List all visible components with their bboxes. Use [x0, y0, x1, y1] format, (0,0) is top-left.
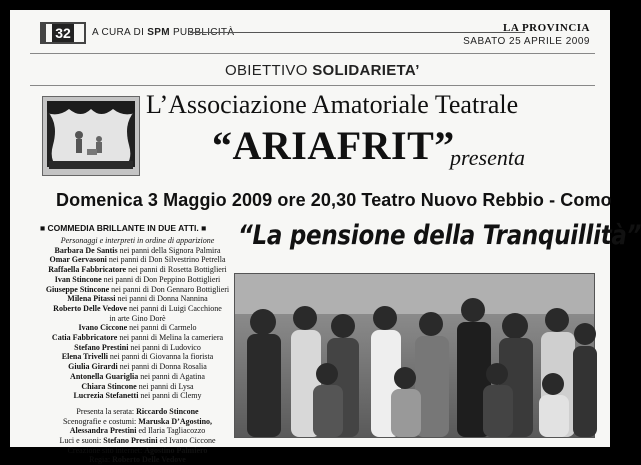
- role-text: nei panni di Melina la cameriera: [117, 333, 224, 343]
- cast-entry: [40, 362, 235, 372]
- staff-name: Stefano Prestini: [103, 436, 158, 446]
- cast-entry: [40, 255, 235, 265]
- role-text: nei panni di Carmelo: [127, 323, 197, 333]
- section-prefix: OBIETTIVO: [225, 62, 308, 79]
- staff-name: Roberto Delle Vedove: [112, 455, 186, 465]
- cast-group-photo: [235, 274, 594, 437]
- actor-name: Elena Trivelli: [61, 352, 108, 362]
- role-text: nei panni di Agatina: [138, 371, 205, 381]
- actor-name: Giuseppe Stincone: [45, 284, 110, 294]
- section-label: [225, 62, 420, 79]
- cast-intro: Personaggi e interpreti in ordine di apparizione: [60, 236, 215, 245]
- staff-entry: [40, 436, 235, 446]
- role-text: nei panni di Donna Nannina: [115, 294, 208, 304]
- staff-label: Luci e suoni:: [59, 436, 104, 446]
- staff-entry: [40, 455, 235, 465]
- cast-entry: [40, 275, 235, 285]
- section-bold: SOLIDARIETA’: [312, 62, 420, 79]
- cast-entry: [40, 265, 235, 275]
- staff-name: Maruska D’Agostino,: [138, 416, 213, 426]
- sponsor-suffix: PUBBLICITÀ: [172, 27, 235, 38]
- staff-extra: ed Ilaria Tagliacozzo: [136, 426, 206, 436]
- role-text: nei panni della Signora Palmira: [117, 245, 221, 255]
- role-text: nei panni di Don Peppino Bottiglieri: [101, 274, 221, 284]
- sponsor-brand: SPM: [147, 27, 170, 38]
- actor-name: Ivano Ciccone: [78, 323, 128, 333]
- cast-list: [40, 246, 235, 401]
- header-divider: [190, 32, 525, 33]
- actor-name: Antonella Guariglia: [70, 371, 139, 381]
- staff-name: Agostino Palmiero: [144, 445, 208, 455]
- role-text: nei panni di Lysa: [136, 381, 194, 391]
- cast-entry: [40, 343, 235, 353]
- role-text: nei panni di Donna Rosalia: [117, 362, 207, 372]
- role-text: nei panni di Ludovico: [128, 342, 201, 352]
- actor-name: Stefano Prestini: [74, 342, 129, 352]
- role-text: nei panni di Clemy: [138, 391, 202, 401]
- staff-entry: [40, 407, 235, 417]
- newspaper-name: LA PROVINCIA: [503, 22, 590, 34]
- role-text: nei panni di Giovanna la fiorista: [107, 352, 214, 362]
- role-text: nei panni di Don Silvestrino Petrella: [106, 255, 226, 265]
- actor-name: Chiara Stincone: [81, 381, 137, 391]
- staff-name: Alessandra Prestini: [69, 426, 137, 436]
- cast-entry: [40, 382, 235, 392]
- actor-name: Giulia Girardi: [68, 362, 118, 372]
- staff-extra: ed Ivano Ciccone: [157, 436, 216, 446]
- staff-entry: [40, 426, 235, 436]
- theatre-stage-icon: [43, 97, 139, 175]
- page-header: [30, 22, 595, 52]
- actor-name: Raffaella Fabbricatore: [48, 265, 127, 275]
- cast-entry: [40, 304, 235, 314]
- play-title: “La pensione della Tranquillità”: [238, 220, 641, 251]
- cast-entry: [40, 294, 235, 304]
- cast-entry: [40, 285, 235, 295]
- newspaper-page: [10, 10, 641, 465]
- role-text: in arte Gino Dorè: [109, 313, 166, 323]
- genre-label: ■ COMMEDIA BRILLANTE IN DUE ATTI. ■: [40, 223, 207, 233]
- actor-name: Catia Fabbricatore: [51, 333, 118, 343]
- actor-name: Milena Pitassi: [67, 294, 116, 304]
- staff-label: Presenta la serata:: [76, 406, 137, 416]
- role-text: nei panni di Luigi Cacchione: [126, 303, 222, 313]
- theatre-logo-image: [42, 96, 140, 176]
- issue-date: SABATO 25 APRILE 2009: [463, 36, 590, 47]
- company-name: “ARIAFRIT”: [212, 123, 455, 168]
- actor-name: Lucrezia Stefanetti: [73, 391, 139, 401]
- actor-name: Ivan Stincone: [54, 274, 102, 284]
- staff-label: Scenografie e costumi:: [62, 416, 139, 426]
- event-details: Domenica 3 Maggio 2009 ore 20,30 Teatro Nuovo Rebbio - Como: [56, 190, 612, 210]
- presenta-text: presenta: [450, 145, 525, 170]
- page-number: 32: [52, 24, 74, 42]
- cast-entry: [40, 323, 235, 333]
- cast-entry: [40, 372, 235, 382]
- cast-entry: [40, 391, 235, 401]
- actor-name: Roberto Delle Vedove: [53, 303, 127, 313]
- role-text: nei panni di Don Gennaro Bottiglieri: [109, 284, 230, 294]
- sponsor-prefix: A CURA DI: [92, 27, 145, 38]
- staff-entry: [40, 446, 235, 456]
- association-title: L’Associazione Amatoriale Teatrale: [146, 90, 519, 119]
- staff-name: Riccardo Stincone: [136, 406, 199, 416]
- cast-entry: [40, 246, 235, 256]
- cast-entry: [40, 314, 235, 324]
- top-rule: [30, 53, 595, 54]
- staff-list: [40, 407, 235, 465]
- cast-entry: [40, 333, 235, 343]
- actor-name: Barbara De Santis: [54, 245, 118, 255]
- section-rule: [30, 85, 595, 86]
- cast-entry: [40, 352, 235, 362]
- staff-label: Creazione sito internet:: [67, 445, 145, 455]
- staff-label: Regia:: [89, 455, 113, 465]
- role-text: nei panni di Rosetta Bottiglieri: [126, 265, 227, 275]
- credits-column: [40, 223, 235, 465]
- actor-name: Omar Gervasoni: [49, 255, 107, 265]
- cast-photo: [234, 273, 595, 438]
- staff-entry: [40, 417, 235, 427]
